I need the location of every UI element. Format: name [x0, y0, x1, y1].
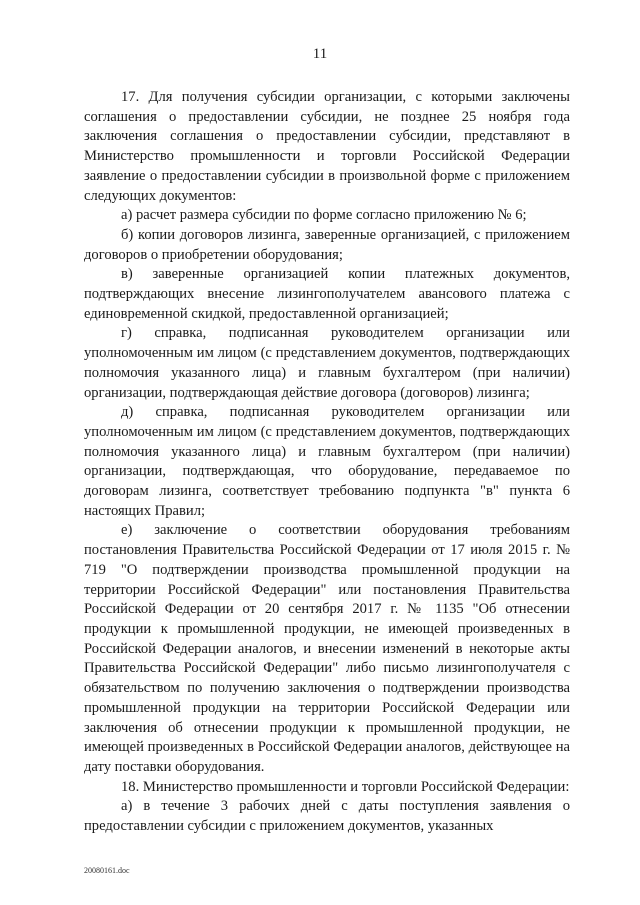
paragraph-17-e: е) заключение о соответствии оборудования требованиям постановления Правительства Российской Федерации от 17 июля 2015 г. № 719 "О подтверждении производства промышленной продукции на территории Российской Федерации" или постановления Правительства Российской Федерации от 20 сентября 2017 г. № 1135 "Об отнесении продукции к промышленной продукции, не имеющей произведенных в Российской Федерации аналогов, и внесении изменений в некоторые акты Правительства Российской Федерации" либо письмо лизингополучателя с обязательством по получению заключения о подтверждении производства промышленной продукции на территории Российской Федерации или заключения об отнесении продукции к промышленной продукции, не имеющей произведенных в Российской Федерации аналогов, действующее на дату поставки оборудования. [84, 522, 570, 775]
document-filename: 20080161.doc [84, 866, 130, 875]
document-body [84, 88, 570, 837]
paragraph-17-d: д) справка, подписанная руководителем организации или уполномоченным им лицом (с представлением документов, подтверждающих полномочия указанного лица) и главным бухгалтером (при наличии) организации, подтверждающая, что оборудование, передаваемое по договорам лизинга, соответствует требованию подпункта "в" пункта 6 настоящих Правил; [84, 404, 570, 519]
paragraph-18: 18. Министерство промышленности и торговли Российской Федерации: [121, 778, 570, 795]
paragraph-17-v: в) заверенные организацией копии платежных документов, подтверждающих внесение лизингополучателем авансового платежа с единовременной скидкой, предоставленной организацией; [84, 266, 570, 322]
paragraph-18-a: а) в течение 3 рабочих дней с даты поступления заявления о предоставлении субсидии с приложением документов, указанных [84, 798, 570, 835]
paragraph-17: 17. Для получения субсидии организации, с которыми заключены соглашения о предоставлении субсидии, не позднее 25 ноября года заключения соглашения о предоставлении субсидии, представляют в Министерство промышленности и торговли Российской Федерации заявление о предоставлении субсидии в произвольной форме с приложением следующих документов: [84, 89, 570, 204]
paragraph-17-a: а) расчет размера субсидии по форме согласно приложению № 6; [121, 207, 527, 224]
paragraph-17-g: г) справка, подписанная руководителем организации или уполномоченным им лицом (с представлением документов, подтверждающих полномочия указанного лица) и главным бухгалтером (при наличии) организации, подтверждающая действие договора (договоров) лизинга; [84, 325, 570, 401]
page-number: 11 [312, 46, 328, 62]
paragraph-17-b: б) копии договоров лизинга, заверенные организацией, с приложением договоров о приобретении оборудования; [84, 226, 570, 263]
